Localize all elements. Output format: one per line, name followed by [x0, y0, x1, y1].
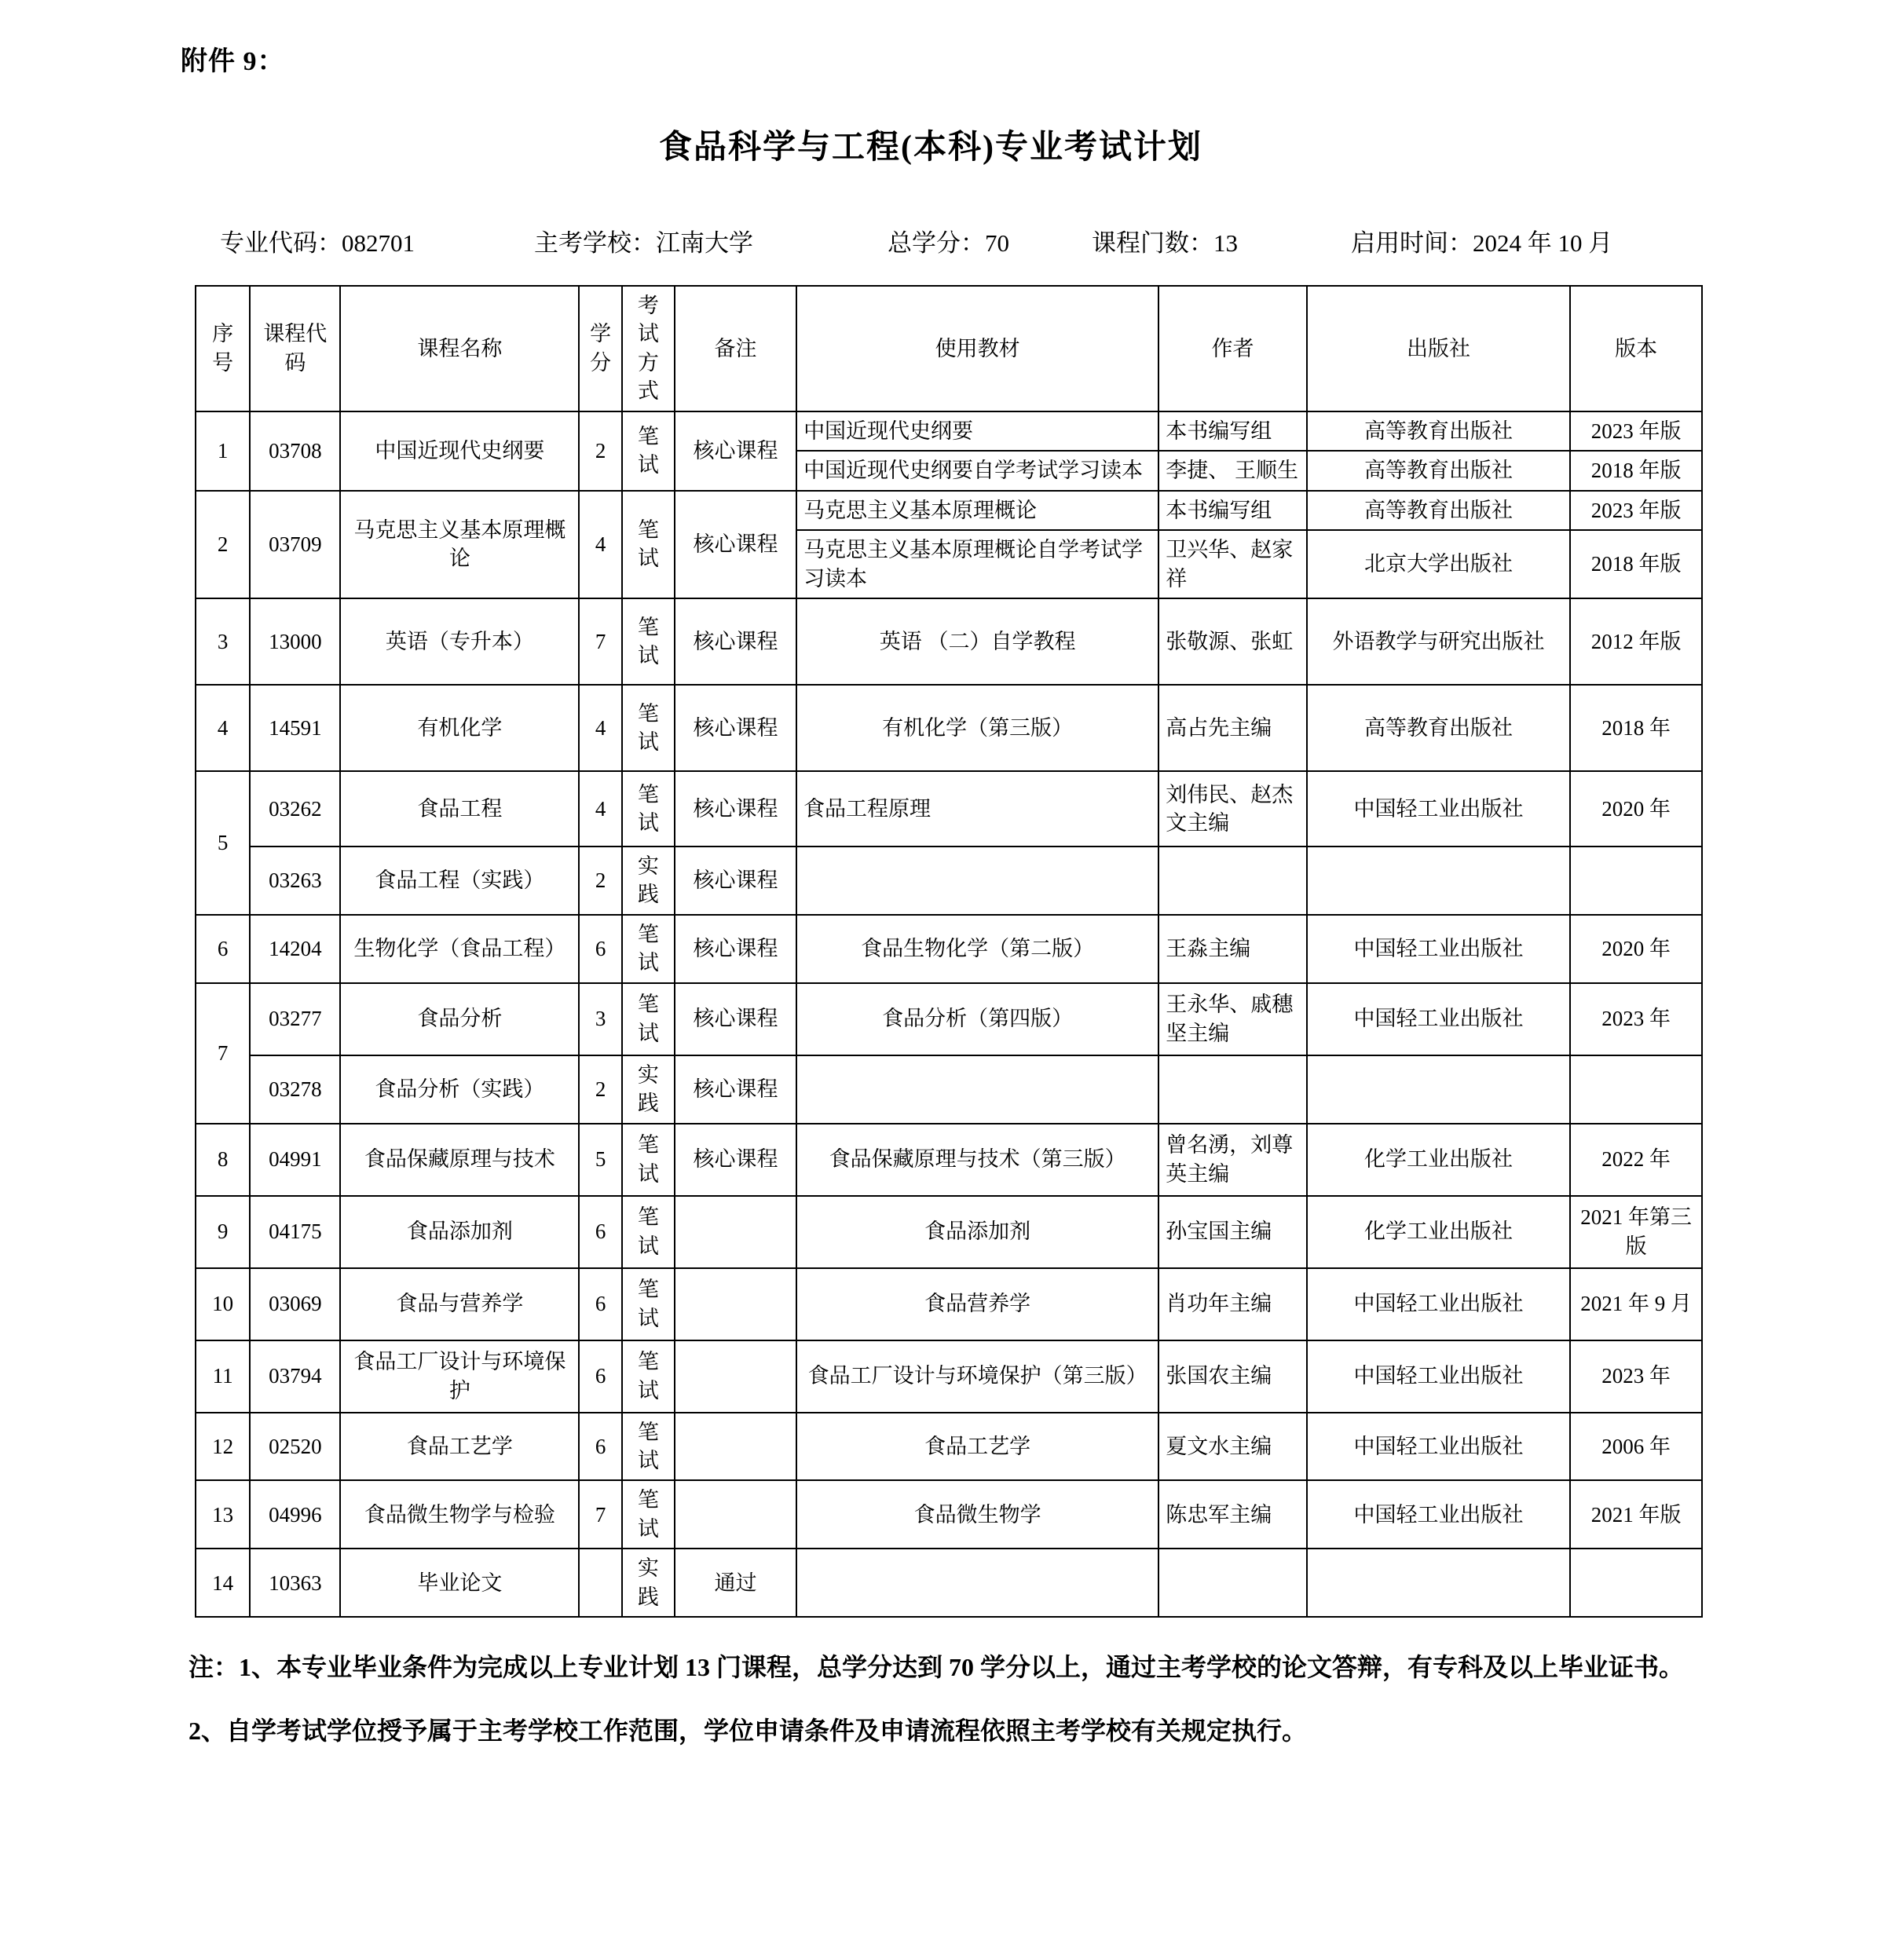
cell-code: 14591: [250, 685, 340, 771]
table-row: [196, 1340, 1702, 1413]
cell-book: 食品分析（第四版）: [796, 983, 1158, 1055]
header-credit: 学分: [579, 286, 622, 411]
table-body: [196, 411, 1702, 1617]
cell-name: 有机化学: [340, 685, 579, 771]
cell-remark: [675, 1480, 796, 1549]
cell-author: 刘伟民、赵杰文主编: [1158, 771, 1307, 847]
cell-press: 外语教学与研究出版社: [1307, 598, 1570, 685]
cell-press: 高等教育出版社: [1307, 491, 1570, 530]
cell-mode: 笔试: [622, 1196, 675, 1268]
cell-press: 化学工业出版社: [1307, 1196, 1570, 1268]
cell-author: [1158, 1055, 1307, 1124]
cell-book: 食品工程原理: [796, 771, 1158, 847]
cell-version: 2022 年: [1570, 1124, 1702, 1196]
meta-start-time: 启用时间：2024 年 10 月: [1351, 229, 1613, 257]
cell-code: 14204: [250, 915, 340, 983]
cell-version: 2012 年版: [1570, 598, 1702, 685]
cell-book: 食品营养学: [796, 1268, 1158, 1340]
cell-code: 03794: [250, 1340, 340, 1413]
cell-code: 03277: [250, 983, 340, 1055]
cell-book: 食品添加剂: [796, 1196, 1158, 1268]
cell-press: 中国轻工业出版社: [1307, 771, 1570, 847]
cell-remark: [675, 1268, 796, 1340]
cell-version: 2023 年版: [1570, 491, 1702, 530]
cell-version: 2018 年版: [1570, 530, 1702, 598]
cell-press: 中国轻工业出版社: [1307, 915, 1570, 983]
table-row: [196, 1413, 1702, 1481]
cell-credit: 6: [579, 1413, 622, 1481]
cell-version: 2018 年: [1570, 685, 1702, 771]
cell-name: 食品分析（实践）: [340, 1055, 579, 1124]
table-row: [196, 1124, 1702, 1196]
cell-author: 肖功年主编: [1158, 1268, 1307, 1340]
header-remark: 备注: [675, 286, 796, 411]
cell-remark: 核心课程: [675, 847, 796, 915]
cell-author: [1158, 847, 1307, 915]
cell-code: 03263: [250, 847, 340, 915]
table-row: [196, 411, 1702, 451]
cell-book: 有机化学（第三版）: [796, 685, 1158, 771]
attachment-label: 附件 9：: [181, 47, 285, 76]
cell-seq: 2: [196, 491, 250, 598]
cell-name: 食品添加剂: [340, 1196, 579, 1268]
cell-author: 王永华、戚穗坚主编: [1158, 983, 1307, 1055]
cell-credit: 2: [579, 411, 622, 491]
cell-seq: 4: [196, 685, 250, 771]
cell-seq: 8: [196, 1124, 250, 1196]
cell-credit: [579, 1549, 622, 1617]
cell-mode: 实践: [622, 1055, 675, 1124]
cell-code: 02520: [250, 1413, 340, 1481]
header-name: 课程名称: [340, 286, 579, 411]
cell-credit: 6: [579, 1268, 622, 1340]
note-2: 2、自学考试学位授予属于主考学校工作范围，学位申请条件及申请流程依照主考学校有关规定执行。: [188, 1717, 1308, 1746]
cell-press: 中国轻工业出版社: [1307, 1413, 1570, 1481]
cell-code: 03069: [250, 1268, 340, 1340]
cell-name: 英语（专升本）: [340, 598, 579, 685]
cell-mode: 笔试: [622, 685, 675, 771]
cell-remark: 核心课程: [675, 411, 796, 491]
header-author: 作者: [1158, 286, 1307, 411]
cell-mode: 笔试: [622, 1413, 675, 1481]
cell-mode: 笔试: [622, 771, 675, 847]
cell-name: 马克思主义基本原理概论: [340, 491, 579, 598]
cell-credit: 3: [579, 983, 622, 1055]
cell-remark: 核心课程: [675, 771, 796, 847]
table-row: [196, 771, 1702, 847]
cell-author: 张国农主编: [1158, 1340, 1307, 1413]
cell-version: 2021 年版: [1570, 1480, 1702, 1549]
cell-code: 10363: [250, 1549, 340, 1617]
cell-code: 03262: [250, 771, 340, 847]
cell-version: 2023 年: [1570, 983, 1702, 1055]
cell-mode: 笔试: [622, 983, 675, 1055]
cell-press: 高等教育出版社: [1307, 411, 1570, 451]
cell-remark: 核心课程: [675, 598, 796, 685]
cell-credit: 5: [579, 1124, 622, 1196]
cell-author: 本书编写组: [1158, 491, 1307, 530]
cell-version: 2018 年版: [1570, 451, 1702, 490]
table-row: [196, 491, 1702, 530]
cell-author: 李捷、 王顺生: [1158, 451, 1307, 490]
cell-book: 食品工艺学: [796, 1413, 1158, 1481]
cell-mode: 实践: [622, 1549, 675, 1617]
cell-book: 中国近现代史纲要: [796, 411, 1158, 451]
cell-credit: 4: [579, 491, 622, 598]
cell-credit: 6: [579, 1196, 622, 1268]
cell-mode: 笔试: [622, 1340, 675, 1413]
cell-book: 马克思主义基本原理概论自学考试学习读本: [796, 530, 1158, 598]
cell-credit: 4: [579, 771, 622, 847]
cell-credit: 2: [579, 847, 622, 915]
cell-press: 中国轻工业出版社: [1307, 1480, 1570, 1549]
cell-name: 食品工艺学: [340, 1413, 579, 1481]
cell-name: 食品工程: [340, 771, 579, 847]
cell-book: 中国近现代史纲要自学考试学习读本: [796, 451, 1158, 490]
cell-name: 食品工厂设计与环境保护: [340, 1340, 579, 1413]
table-row: [196, 598, 1702, 685]
table-row: [196, 685, 1702, 771]
cell-seq: 12: [196, 1413, 250, 1481]
meta-total-credits: 总学分：70: [888, 229, 1009, 257]
cell-credit: 7: [579, 598, 622, 685]
cell-name: 食品保藏原理与技术: [340, 1124, 579, 1196]
table-row: [196, 1549, 1702, 1617]
cell-version: 2023 年: [1570, 1340, 1702, 1413]
cell-version: [1570, 1549, 1702, 1617]
note-1: 注：1、本专业毕业条件为完成以上专业计划 13 门课程，总学分达到 70 学分以上，通过主考学校的论文答辩，有专科及以上毕业证书。: [188, 1653, 1685, 1682]
cell-seq: 5: [196, 771, 250, 915]
table-row: [196, 1196, 1702, 1268]
header-version: 版本: [1570, 286, 1702, 411]
cell-author: 曾名湧，刘尊英主编: [1158, 1124, 1307, 1196]
cell-press: 化学工业出版社: [1307, 1124, 1570, 1196]
cell-book: [796, 1549, 1158, 1617]
cell-author: 孙宝国主编: [1158, 1196, 1307, 1268]
cell-seq: 10: [196, 1268, 250, 1340]
cell-author: 王淼主编: [1158, 915, 1307, 983]
meta-course-count: 课程门数：13: [1092, 229, 1238, 257]
cell-name: 食品微生物学与检验: [340, 1480, 579, 1549]
cell-book: 食品保藏原理与技术（第三版）: [796, 1124, 1158, 1196]
cell-version: 2020 年: [1570, 771, 1702, 847]
cell-mode: 笔试: [622, 411, 675, 491]
header-press: 出版社: [1307, 286, 1570, 411]
cell-credit: 6: [579, 915, 622, 983]
cell-author: [1158, 1549, 1307, 1617]
header-code: 课程代码: [250, 286, 340, 411]
cell-book: 食品生物化学（第二版）: [796, 915, 1158, 983]
cell-mode: 笔试: [622, 491, 675, 598]
table-header-row: [196, 286, 1702, 411]
cell-name: 生物化学（食品工程）: [340, 915, 579, 983]
cell-seq: 9: [196, 1196, 250, 1268]
cell-book: [796, 1055, 1158, 1124]
cell-name: 毕业论文: [340, 1549, 579, 1617]
header-book: 使用教材: [796, 286, 1158, 411]
cell-version: [1570, 1055, 1702, 1124]
cell-version: 2021 年第三版: [1570, 1196, 1702, 1268]
cell-author: 卫兴华、赵家祥: [1158, 530, 1307, 598]
cell-seq: 11: [196, 1340, 250, 1413]
cell-remark: 核心课程: [675, 1124, 796, 1196]
cell-version: 2006 年: [1570, 1413, 1702, 1481]
cell-remark: [675, 1340, 796, 1413]
cell-author: 张敬源、张虹: [1158, 598, 1307, 685]
cell-book: [796, 847, 1158, 915]
meta-row: [181, 223, 1767, 258]
cell-code: 03708: [250, 411, 340, 491]
cell-name: 食品与营养学: [340, 1268, 579, 1340]
notes-section: [188, 1644, 1767, 1754]
cell-book: 食品工厂设计与环境保护（第三版）: [796, 1340, 1158, 1413]
cell-version: 2021 年 9 月: [1570, 1268, 1702, 1340]
cell-name: 食品分析: [340, 983, 579, 1055]
cell-credit: 6: [579, 1340, 622, 1413]
cell-name: 食品工程（实践）: [340, 847, 579, 915]
cell-author: 高占先主编: [1158, 685, 1307, 771]
cell-press: [1307, 1549, 1570, 1617]
cell-press: 中国轻工业出版社: [1307, 983, 1570, 1055]
table-row: [196, 1480, 1702, 1549]
cell-press: [1307, 847, 1570, 915]
table-row: [196, 1268, 1702, 1340]
cell-mode: 笔试: [622, 1124, 675, 1196]
cell-seq: 13: [196, 1480, 250, 1549]
cell-press: [1307, 1055, 1570, 1124]
cell-remark: [675, 1196, 796, 1268]
cell-credit: 7: [579, 1480, 622, 1549]
cell-credit: 4: [579, 685, 622, 771]
cell-seq: 7: [196, 983, 250, 1124]
cell-remark: 核心课程: [675, 915, 796, 983]
cell-code: 04175: [250, 1196, 340, 1268]
meta-host-school: 主考学校：江南大学: [534, 229, 753, 257]
cell-seq: 6: [196, 915, 250, 983]
cell-author: 夏文水主编: [1158, 1413, 1307, 1481]
cell-remark: 通过: [675, 1549, 796, 1617]
cell-remark: [675, 1413, 796, 1481]
cell-mode: 笔试: [622, 1480, 675, 1549]
cell-author: 陈忠军主编: [1158, 1480, 1307, 1549]
cell-mode: 笔试: [622, 915, 675, 983]
table-row: [196, 847, 1702, 915]
table-row: [196, 915, 1702, 983]
cell-code: 04991: [250, 1124, 340, 1196]
cell-press: 高等教育出版社: [1307, 685, 1570, 771]
cell-book: 马克思主义基本原理概论: [796, 491, 1158, 530]
cell-remark: 核心课程: [675, 1055, 796, 1124]
cell-version: 2023 年版: [1570, 411, 1702, 451]
cell-press: 高等教育出版社: [1307, 451, 1570, 490]
cell-code: 03709: [250, 491, 340, 598]
cell-version: 2020 年: [1570, 915, 1702, 983]
cell-book: 食品微生物学: [796, 1480, 1158, 1549]
cell-seq: 1: [196, 411, 250, 491]
cell-press: 中国轻工业出版社: [1307, 1268, 1570, 1340]
cell-seq: 3: [196, 598, 250, 685]
cell-press: 北京大学出版社: [1307, 530, 1570, 598]
cell-remark: 核心课程: [675, 491, 796, 598]
cell-remark: 核心课程: [675, 983, 796, 1055]
cell-code: 04996: [250, 1480, 340, 1549]
cell-version: [1570, 847, 1702, 915]
cell-code: 03278: [250, 1055, 340, 1124]
cell-mode: 笔试: [622, 1268, 675, 1340]
cell-credit: 2: [579, 1055, 622, 1124]
cell-mode: 笔试: [622, 598, 675, 685]
header-mode: 考试方式: [622, 286, 675, 411]
header-seq: 序号: [196, 286, 250, 411]
cell-remark: 核心课程: [675, 685, 796, 771]
cell-book: 英语 （二）自学教程: [796, 598, 1158, 685]
meta-major-code: 专业代码：082701: [220, 229, 415, 257]
cell-seq: 14: [196, 1549, 250, 1617]
table-row: [196, 1055, 1702, 1124]
cell-author: 本书编写组: [1158, 411, 1307, 451]
cell-mode: 实践: [622, 847, 675, 915]
cell-code: 13000: [250, 598, 340, 685]
page-title: 食品科学与工程(本科)专业考试计划: [659, 130, 1202, 166]
exam-plan-table: [195, 285, 1703, 1618]
cell-press: 中国轻工业出版社: [1307, 1340, 1570, 1413]
table-row: [196, 983, 1702, 1055]
cell-name: 中国近现代史纲要: [340, 411, 579, 491]
